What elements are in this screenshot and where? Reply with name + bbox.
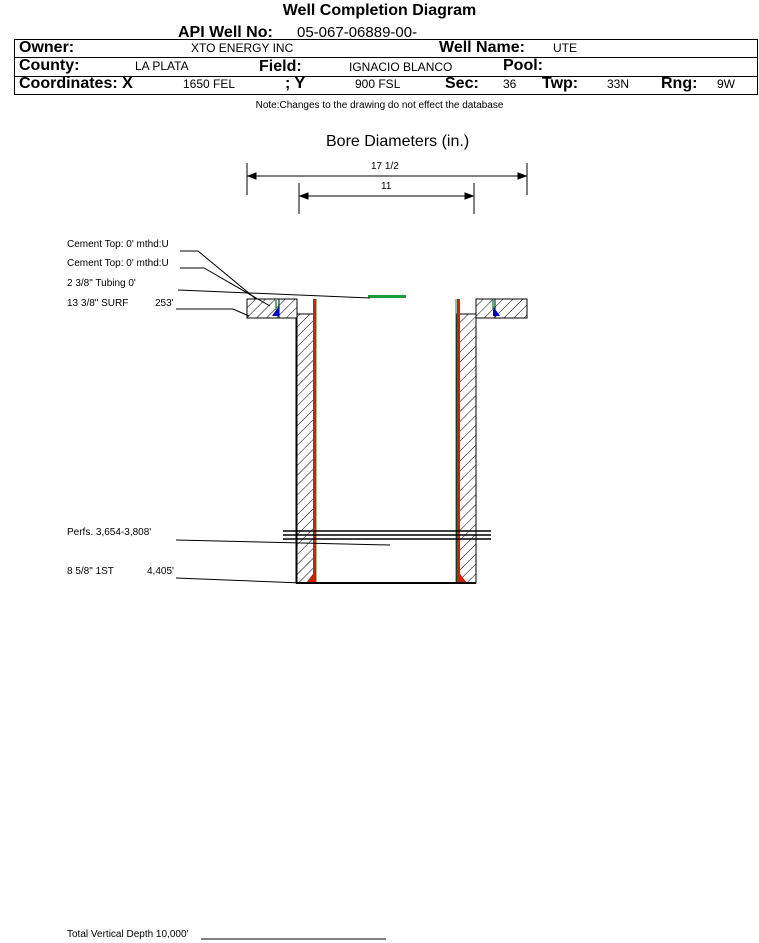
flange-right-inner [476,299,495,318]
surf-casing-label: 13 3/8" SURF [67,298,129,309]
owner-label: Owner: [19,39,75,56]
surface-cement-left [247,299,316,583]
pool-label: Pool: [503,57,543,74]
flange-left-inner [279,299,297,318]
leader-lines [176,251,390,939]
rng-label: Rng: [661,75,698,92]
county-value: LA PLATA [135,59,189,73]
surf-casing-depth: 253' [155,298,174,309]
twp-label: Twp: [542,75,579,92]
coord-x-label: Coordinates: X [19,75,133,92]
coord-x-value: 1650 FEL [183,77,236,91]
bore-outer-label: 17 1/2 [371,161,399,172]
sec-value: 36 [503,77,517,91]
county-label: County: [19,57,80,74]
prod-casing-depth: 4,405' [147,566,174,577]
api-value: 05-067-06889-00- [297,24,418,41]
coord-y-label: ; Y [285,75,306,92]
well-name-value: UTE [553,41,577,55]
page-title: Well Completion Diagram [282,2,477,19]
flange-right [495,299,527,318]
coord-y-value: 900 FSL [355,77,401,91]
field-value: IGNACIO BLANCO [349,60,453,74]
note-text: Note:Changes to the drawing do not effect the database [255,100,504,111]
bore-title: Bore Diameters (in.) [326,133,470,150]
surface-cement-right [457,299,527,583]
api-label: API Well No: [178,24,273,41]
twp-value: 33N [607,77,630,91]
owner-value: XTO ENERGY INC [191,41,294,55]
tvd-label: Total Vertical Depth 10,000' [67,929,189,940]
prod-casing-label: 8 5/8" 1ST [67,566,114,577]
tubing-marker [368,295,406,298]
well-name-label: Well Name: [439,39,525,56]
bore-inner-label: 11 [381,181,392,192]
field-label: Field: [259,58,302,75]
cement-top-label-2: Cement Top: 0' mthd:U [67,258,169,269]
sec-label: Sec: [445,75,479,92]
production-casing-right [457,299,460,583]
tubing-label: 2 3/8" Tubing 0' [67,278,136,289]
rng-value: 9W [717,77,735,91]
perfs-label: Perfs. 3,654-3,808' [67,527,152,538]
cement-top-label-1: Cement Top: 0' mthd:U [67,239,169,250]
